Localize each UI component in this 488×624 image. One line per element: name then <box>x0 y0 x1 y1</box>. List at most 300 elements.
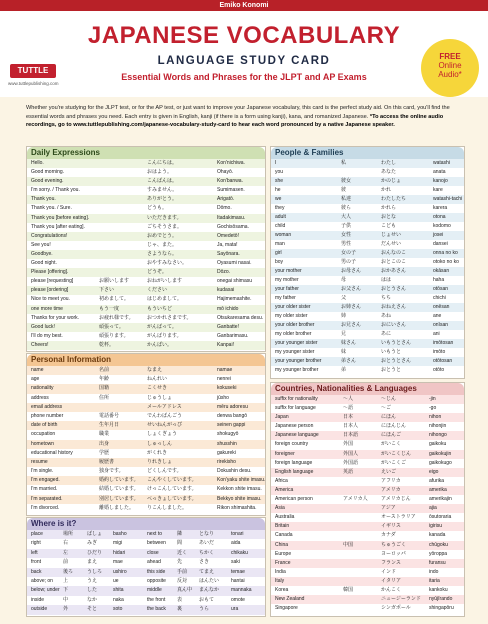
vocab-cell: もういちど <box>147 305 173 312</box>
vocab-cell: Asia <box>275 505 285 512</box>
vocab-cell: 彼ら <box>341 205 352 211</box>
vocab-row <box>271 357 464 366</box>
vocab-cell: Dokushin desu. <box>217 468 252 475</box>
vocab-cell: watashi-tachi <box>433 196 463 202</box>
vocab-row <box>27 495 265 504</box>
vocab-cell: こんばんは。 <box>147 178 178 185</box>
vocab-cell: 国籍 <box>99 385 110 392</box>
vocab-cell: わたし <box>381 160 397 166</box>
vocab-row <box>271 159 464 168</box>
vocab-cell: 私 <box>341 160 347 166</box>
vocab-cell: 〜じん <box>381 396 397 402</box>
vocab-cell: he <box>275 187 281 193</box>
vocab-row <box>27 558 265 567</box>
vocab-row <box>27 577 265 586</box>
vocab-row <box>271 531 464 540</box>
vocab-cell: next to <box>147 531 163 537</box>
vocab-cell: rirekisho <box>217 458 236 465</box>
vocab-row <box>271 604 464 613</box>
vocab-row <box>271 213 464 222</box>
vocab-cell: onīsan <box>433 322 449 328</box>
vocab-cell: かのじょ <box>381 178 402 184</box>
vocab-cell: ue <box>113 577 119 584</box>
vocab-cell: Good luck! <box>31 323 55 330</box>
vocab-cell: ねんれい <box>147 376 168 383</box>
vocab-cell: すみません。 <box>147 187 178 194</box>
vocab-cell: chūgoku <box>429 541 448 548</box>
vocab-cell: せいねんがっぴ <box>147 422 183 429</box>
vocab-cell: 下さい <box>99 287 115 294</box>
vocab-cell: she <box>275 178 284 184</box>
vocab-cell: -go <box>429 405 437 412</box>
vocab-row <box>271 276 464 285</box>
vocab-row <box>27 449 265 458</box>
vocab-cell: foreign country <box>275 441 309 448</box>
vocab-row <box>271 348 464 357</box>
vocab-cell: おねえさん <box>381 304 407 310</box>
vocab-cell: gaikoku <box>429 441 447 448</box>
vocab-cell: Kon'yaku shite imasu. <box>217 477 265 484</box>
vocab-cell: I <box>275 160 277 166</box>
vocab-cell: 住所 <box>99 394 110 401</box>
vocab-cell: your older brother <box>275 322 315 328</box>
vocab-row <box>271 450 464 459</box>
vocab-row <box>271 231 464 240</box>
vocab-row <box>271 321 464 330</box>
vocab-cell: 私達 <box>341 196 352 202</box>
vocab-cell: イギリス <box>381 523 401 530</box>
vocab-row <box>271 195 464 204</box>
vocab-cell: adult <box>275 214 286 220</box>
vocab-cell: しゅっしん <box>147 440 173 447</box>
vocab-cell: ニュージーランド <box>381 596 421 603</box>
vocab-cell: ちち <box>381 295 392 301</box>
vocab-cell: Europe <box>275 550 292 557</box>
vocab-cell: でんわばんごう <box>147 412 183 419</box>
vocab-cell: shita <box>113 587 124 594</box>
vocab-cell: お父さん <box>341 286 362 292</box>
vocab-row <box>27 232 265 241</box>
vocab-row <box>27 440 265 449</box>
intro-text: Whether you're studying for the JLPT test, or for the AP test, or just want to improve your Japanese vocabulary, this card is the perfect study aid. On this card, you'll find the essential words and phrases you need. Each entry is given in English, kanji (if there is a form using kanji), kana, and romanized Japanese. <box>26 105 450 120</box>
vocab-cell: なまえ <box>147 367 163 373</box>
vocab-cell: じゅうしょ <box>147 394 173 401</box>
vocab-cell: かれら <box>381 205 397 211</box>
vocab-cell: 外 <box>63 606 69 613</box>
vocab-cell: 手前 <box>177 568 188 575</box>
vocab-cell: Britain <box>275 523 290 530</box>
vocab-cell: 男の子 <box>341 259 357 265</box>
personal-info-heading: Personal Information <box>27 354 265 366</box>
vocab-cell: girl <box>275 250 282 256</box>
vocab-cell: 生年月日 <box>99 422 120 429</box>
vocab-cell: オーストラリア <box>381 514 416 521</box>
vocab-cell: back <box>31 568 42 575</box>
vocab-cell: 表 <box>177 596 183 603</box>
vocab-cell: shusshin <box>217 440 237 447</box>
vocab-cell: 日本 <box>343 414 354 421</box>
vocab-cell: America <box>275 486 294 493</box>
vocab-cell: もう一度 <box>99 305 120 312</box>
vocab-cell: 妹さん <box>341 340 357 346</box>
vocab-cell: 女の子 <box>341 250 357 256</box>
vocab-cell: kodomo <box>433 223 451 229</box>
vocab-cell: furansu <box>429 559 446 566</box>
vocab-cell: おにいさん <box>381 322 407 328</box>
vocab-row <box>271 595 464 604</box>
vocab-row <box>271 468 464 477</box>
daily-expressions-panel <box>26 146 266 352</box>
author-name: Emiko Konomi <box>219 2 269 9</box>
vocab-row <box>27 286 265 295</box>
vocab-cell: 裏 <box>177 606 183 613</box>
vocab-cell: Australia <box>275 514 295 521</box>
vocab-cell: おはよう。 <box>147 169 173 176</box>
vocab-cell: 女性 <box>341 232 352 238</box>
vocab-cell: お願いします <box>99 278 130 285</box>
vocab-cell: Congratulations! <box>31 232 68 239</box>
vocab-cell: naka <box>113 596 124 603</box>
badge-line-2: Online <box>438 61 462 70</box>
vocab-cell: Thank you. <box>31 196 56 203</box>
vocab-cell: そと <box>87 606 98 613</box>
badge-line-3: Audio* <box>438 70 462 79</box>
vocab-row <box>27 223 265 232</box>
vocab-cell: between <box>147 540 166 547</box>
vocab-cell: denwa bangō <box>217 412 248 419</box>
intro-audio-note: *To access the online audio recordings, go to www.tuttlepublishing.com/japanese-vocabulary-study-card to hear each word pronounced by a native Japanese speaker. <box>26 113 444 128</box>
personal-info-panel <box>26 353 266 516</box>
vocab-cell: 真ん中 <box>177 587 193 594</box>
vocab-cell: おとうとさん <box>381 358 412 364</box>
vocab-cell: おつかれさまです。 <box>147 314 192 321</box>
vocab-cell: saki <box>231 559 240 566</box>
vocab-cell: ane <box>433 313 442 319</box>
vocab-cell: anata <box>433 169 446 175</box>
vocab-cell: front <box>31 559 42 566</box>
vocab-cell: onegai shimasu <box>217 278 253 285</box>
vocab-cell: かんこく <box>381 586 402 593</box>
vocab-cell: 隣 <box>177 531 183 537</box>
vocab-cell: まんなか <box>199 587 220 594</box>
vocab-cell: 〜人 <box>343 396 354 402</box>
vocab-cell: がんばります。 <box>147 332 182 339</box>
vocab-row <box>27 305 265 314</box>
vocab-row <box>27 596 265 605</box>
where-is-it-list <box>27 530 265 615</box>
vocab-cell: がいこくご <box>381 459 407 466</box>
vocab-cell: English language <box>275 468 314 475</box>
vocab-cell: かれ <box>381 187 392 193</box>
vocab-cell: 近く <box>177 549 188 556</box>
vocab-cell: opposite <box>147 577 166 584</box>
vocab-cell: りれきしょ <box>147 458 173 465</box>
vocab-cell: date of birth <box>31 422 58 429</box>
vocab-cell: Good night. <box>31 260 57 267</box>
vocab-cell: nenrei <box>217 376 231 383</box>
vocab-cell: onna no ko <box>433 250 458 256</box>
countries-panel <box>270 382 465 617</box>
vocab-cell: suffix for language <box>275 405 316 412</box>
vocab-cell: 学歴 <box>99 449 110 456</box>
vocab-cell: eigo <box>429 468 439 475</box>
vocab-row <box>27 605 265 614</box>
vocab-cell: どくしんです。 <box>147 468 182 475</box>
vocab-cell: ちゅうごく <box>381 541 407 548</box>
vocab-cell: がいこく <box>381 441 402 448</box>
vocab-cell: シンガポール <box>381 605 411 612</box>
vocab-cell: あいだ <box>199 540 215 547</box>
vocab-cell: India <box>275 568 286 575</box>
vocab-row <box>271 366 464 375</box>
vocab-cell: my younger brother <box>275 367 319 373</box>
audio-badge <box>421 39 479 97</box>
vocab-row <box>271 249 464 258</box>
vocab-cell: shokugyō <box>217 431 239 438</box>
vocab-cell: mēru adoresu <box>217 403 248 410</box>
vocab-row <box>27 241 265 250</box>
vocab-cell: karera <box>433 205 448 211</box>
vocab-cell: おもて <box>199 596 215 603</box>
vocab-cell: 子供 <box>341 223 352 229</box>
vocab-cell: nihonjin <box>429 423 447 430</box>
vocab-cell: nyūjīrando <box>429 596 453 603</box>
vocab-cell: yōroppa <box>429 550 448 557</box>
people-families-list <box>271 159 464 375</box>
vocab-cell: いもうとさん <box>381 340 412 346</box>
vocab-cell: kanojo <box>433 178 448 184</box>
vocab-cell: foreign language <box>275 459 313 466</box>
vocab-cell: basho <box>113 531 127 537</box>
vocab-cell: Singapore <box>275 605 298 612</box>
author-bar <box>0 0 488 11</box>
vocab-cell: Japanese language <box>275 432 319 439</box>
vocab-cell: kare <box>433 187 443 193</box>
vocab-cell: Korea <box>275 586 289 593</box>
vocab-cell: どうも。 <box>147 205 168 212</box>
vocab-cell: tonari <box>231 531 244 537</box>
vocab-row <box>271 440 464 449</box>
vocab-cell: いもうと <box>381 349 402 355</box>
vocab-cell: 外国 <box>343 441 354 448</box>
vocab-cell: 名前 <box>99 367 110 373</box>
vocab-cell: they <box>275 205 285 211</box>
vocab-cell: gaikokugo <box>429 459 452 466</box>
vocab-row <box>271 312 464 321</box>
vocab-cell: Japan <box>275 414 289 421</box>
vocab-cell: resume <box>31 458 48 465</box>
vocab-cell: てまえ <box>199 568 215 575</box>
vocab-cell: おんなのこ <box>381 250 407 256</box>
vocab-cell: 場所 <box>63 531 74 537</box>
vocab-cell: 右 <box>63 540 69 547</box>
vocab-cell: 中 <box>63 596 69 603</box>
vocab-cell: 父 <box>341 295 347 301</box>
vocab-cell: あに <box>381 331 392 337</box>
vocab-cell: わたしたち <box>381 196 407 202</box>
vocab-cell: Kanpai! <box>217 341 234 348</box>
vocab-cell: you <box>275 169 284 175</box>
vocab-cell: your older sister <box>275 304 311 310</box>
vocab-row <box>27 549 265 558</box>
vocab-cell: おめでとう。 <box>147 232 178 239</box>
vocab-cell: middle <box>147 587 162 594</box>
vocab-cell: my younger sister <box>275 349 315 355</box>
vocab-cell: Rikon shimashita. <box>217 504 257 511</box>
vocab-cell: ばしょ <box>87 531 103 537</box>
vocab-cell: 履歴書 <box>99 458 115 465</box>
vocab-cell: namae <box>217 367 233 373</box>
vocab-cell: りこんしました。 <box>147 504 188 511</box>
vocab-cell: foreigner <box>275 450 295 457</box>
vocab-cell: man <box>275 241 285 247</box>
vocab-cell: place <box>31 531 43 537</box>
card-subtitle: LANGUAGE STUDY CARD <box>157 55 331 67</box>
vocab-cell: soto <box>113 606 123 613</box>
vocab-cell: フランス <box>381 559 401 566</box>
vocab-cell: I'm sorry. / Thank you. <box>31 187 80 194</box>
vocab-cell: 男性 <box>341 241 352 247</box>
vocab-cell: aida <box>231 540 241 547</box>
vocab-cell: I'm single. <box>31 468 54 475</box>
vocab-cell: chikaku <box>231 549 248 556</box>
vocab-cell: どうぞ。 <box>147 269 167 276</box>
vocab-row <box>271 186 464 195</box>
vocab-cell: this side <box>147 568 166 575</box>
vocab-row <box>271 459 464 468</box>
vocab-row <box>271 422 464 431</box>
vocab-cell: はは <box>381 277 392 283</box>
vocab-cell: name <box>31 367 44 373</box>
vocab-cell: Hello. <box>31 160 44 166</box>
vocab-cell: Sumimasen. <box>217 187 245 194</box>
vocab-cell: けっこんしています。 <box>147 486 197 493</box>
vocab-row <box>271 559 464 568</box>
vocab-row <box>271 240 464 249</box>
vocab-cell: Kekkon shite imasu. <box>217 486 262 493</box>
vocab-cell: お母さん <box>341 268 362 274</box>
vocab-cell: 職業 <box>99 431 110 438</box>
vocab-cell: にほんご <box>381 432 402 439</box>
vocab-cell: seinen gappi <box>217 422 246 429</box>
vocab-cell: ちかく <box>199 549 215 556</box>
vocab-cell: ajia <box>429 505 437 512</box>
vocab-cell: 〜語 <box>343 405 354 412</box>
vocab-cell: Italy <box>275 577 285 584</box>
vocab-cell: 年齢 <box>99 376 110 383</box>
vocab-cell: gaikokujin <box>429 450 452 457</box>
vocab-cell: itaria <box>429 577 440 584</box>
vocab-cell: New Zealand <box>275 596 305 603</box>
vocab-row <box>27 421 265 430</box>
vocab-cell: kanada <box>429 532 446 539</box>
vocab-row <box>27 403 265 412</box>
where-is-it-heading: Where is it? <box>27 518 265 530</box>
vocab-cell: した <box>87 587 98 594</box>
vocab-cell: Thanks for your work. <box>31 314 80 321</box>
vocab-cell: だんせい <box>381 241 402 247</box>
vocab-cell: amerika <box>429 486 447 493</box>
vocab-cell: my mother <box>275 277 299 283</box>
vocab-cell: temae <box>231 568 245 575</box>
vocab-row <box>27 159 265 168</box>
vocab-cell: いただきます。 <box>147 214 182 221</box>
vocab-cell: my older brother <box>275 331 312 337</box>
vocab-row <box>27 458 265 467</box>
vocab-cell: みぎ <box>87 540 98 547</box>
vocab-row <box>271 513 464 522</box>
vocab-cell: 弟 <box>341 367 347 373</box>
vocab-cell: nihongo <box>429 432 447 439</box>
vocab-cell: mae <box>113 559 123 566</box>
vocab-cell: 弟さん <box>341 358 357 364</box>
vocab-cell: アメリカじん <box>381 496 411 503</box>
vocab-cell: josei <box>433 232 444 238</box>
vocab-cell: mannaka <box>231 587 252 594</box>
vocab-cell: right <box>31 540 41 547</box>
vocab-cell: Hajimemashite. <box>217 296 252 303</box>
vocab-row <box>271 339 464 348</box>
vocab-cell: こども <box>381 223 397 229</box>
vocab-cell: Good morning. <box>31 169 65 176</box>
daily-expressions-list <box>27 159 265 350</box>
vocab-row <box>27 177 265 186</box>
vocab-cell: 英語 <box>343 468 354 475</box>
vocab-row <box>27 295 265 304</box>
vocab-row <box>271 495 464 504</box>
people-families-panel <box>270 146 465 379</box>
vocab-cell: Please [offering]. <box>31 269 69 276</box>
vocab-cell: 下 <box>63 587 69 594</box>
vocab-row <box>27 539 265 548</box>
vocab-cell: dansei <box>433 241 448 247</box>
vocab-cell: インド <box>381 568 397 575</box>
vocab-cell: migi <box>113 540 123 547</box>
vocab-cell: 中国 <box>343 541 354 548</box>
vocab-cell: imōto <box>433 349 446 355</box>
vocab-cell: kudasai <box>217 287 235 294</box>
vocab-cell: otoko no ko <box>433 259 459 265</box>
vocab-cell: mō ichido <box>217 305 239 312</box>
vocab-cell: 〜ご <box>381 405 392 412</box>
vocab-cell: がいこくじん <box>381 450 412 457</box>
publisher-logo: TUTTLE <box>10 64 56 78</box>
vocab-cell: my older sister <box>275 313 308 319</box>
vocab-row <box>271 577 464 586</box>
vocab-cell: onēsan <box>433 304 450 310</box>
vocab-cell: gakureki <box>217 449 236 456</box>
vocab-cell: 別居しています。 <box>99 495 139 502</box>
vocab-cell: Cheers! <box>31 341 49 348</box>
vocab-cell: ushiro <box>113 568 127 575</box>
vocab-row <box>271 413 464 422</box>
vocab-row <box>27 375 265 384</box>
vocab-cell: please [requesting] <box>31 278 74 285</box>
vocab-row <box>271 177 464 186</box>
vocab-cell: See you! <box>31 241 51 248</box>
vocab-cell: 左 <box>63 549 69 556</box>
vocab-row <box>271 204 464 213</box>
vocab-row <box>27 394 265 403</box>
vocab-row <box>27 467 265 476</box>
vocab-row <box>271 395 464 404</box>
vocab-cell: 外国語 <box>343 459 359 466</box>
vocab-cell: okāsan <box>433 268 450 274</box>
vocab-row <box>27 168 265 177</box>
vocab-cell: 姉 <box>341 313 347 319</box>
vocab-cell: Thank you [after eating]. <box>31 223 85 230</box>
vocab-row <box>271 568 464 577</box>
